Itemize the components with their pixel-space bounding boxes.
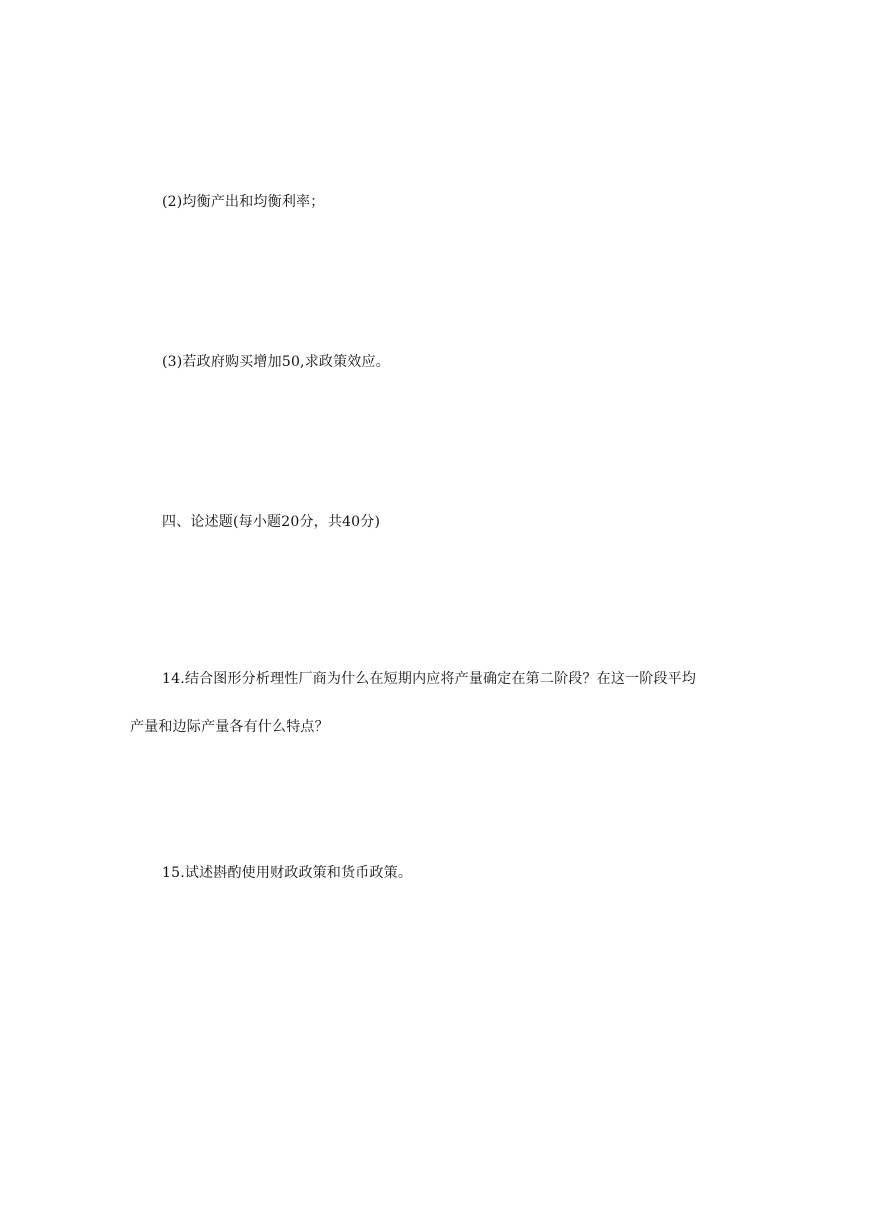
question-14-line-2: 产量和边际产量各有什么特点？ bbox=[130, 719, 329, 735]
section-heading-essay: 四、论述题(每小题20分，共40分) bbox=[162, 514, 381, 530]
question-15: 15.试述斟酌使用财政政策和货币政策。 bbox=[162, 865, 413, 881]
question-14-line-1: 14.结合图形分析理性厂商为什么在短期内应将产量确定在第二阶段？在这一阶段平均 bbox=[162, 671, 697, 687]
question-13-part-2: (2)均衡产出和均衡利率； bbox=[162, 194, 325, 210]
question-13-part-3: (3)若政府购买增加50,求政策效应。 bbox=[162, 354, 390, 370]
